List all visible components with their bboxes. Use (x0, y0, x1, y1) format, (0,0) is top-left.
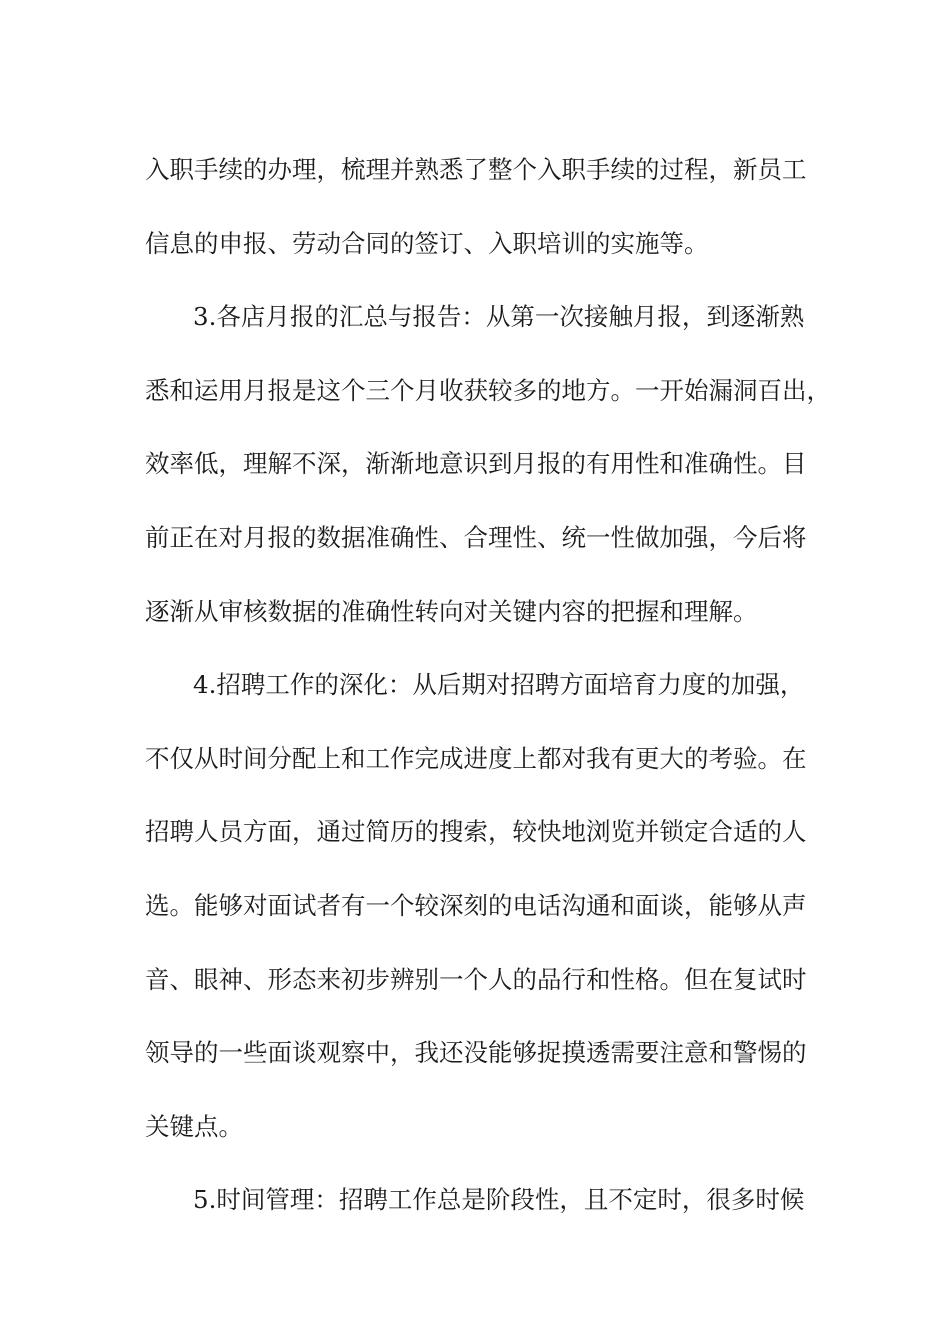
text-line: 5.时间管理：招聘工作总是阶段性，且不定时，很多时候 (193, 1185, 805, 1215)
text-line: 悉和运用月报是这个三个月收获较多的地方。一开始漏洞百出， (145, 375, 831, 405)
text-line: 不仅从时间分配上和工作完成进度上都对我有更大的考验。在 (145, 743, 807, 773)
text-line: 3.各店月报的汇总与报告：从第一次接触月报，到逐渐熟 (193, 302, 805, 332)
text-line: 关键点。 (145, 1111, 243, 1141)
text-line: 招聘人员方面，通过简历的搜索，较快地浏览并锁定合适的人 (145, 817, 807, 847)
text-line: 入职手续的办理，梳理并熟悉了整个入职手续的过程，新员工 (145, 155, 807, 184)
text-line: 逐渐从审核数据的准确性转向对关键内容的把握和理解。 (145, 596, 758, 626)
document-body (145, 133, 831, 1237)
text-line: 信息的申报、劳动合同的签订、入职培训的实施等。 (145, 228, 709, 258)
text-line: 前正在对月报的数据准确性、合理性、统一性做加强，今后将 (145, 522, 807, 552)
text-line: 音、眼神、形态来初步辨别一个人的品行和性格。但在复试时 (145, 964, 807, 994)
text-line: 选。能够对面试者有一个较深刻的电话沟通和面谈，能够从声 (145, 890, 807, 920)
text-line: 效率低，理解不深，渐渐地意识到月报的有用性和准确性。目 (145, 449, 807, 479)
text-line: 领导的一些面谈观察中，我还没能够捉摸透需要注意和警惕的 (145, 1038, 807, 1068)
text-line: 4.招聘工作的深化：从后期对招聘方面培育力度的加强， (193, 670, 805, 700)
